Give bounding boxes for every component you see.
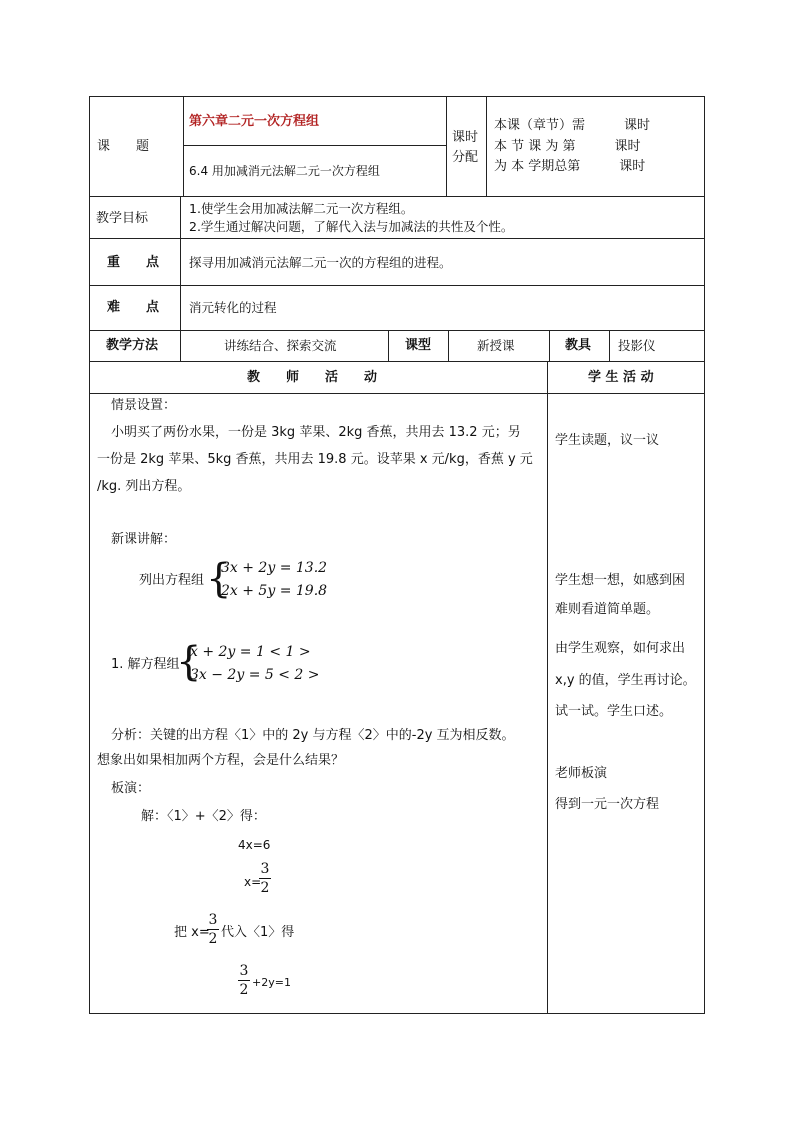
table-rule [183, 145, 446, 146]
fraction-numerator: 3 [208, 912, 218, 928]
fraction-numerator: 3 [260, 861, 270, 877]
table-border-left [89, 96, 90, 1014]
student-activity-text: 难则看道简单题。 [555, 602, 660, 617]
new-lesson-label: 新课讲解： [111, 532, 177, 547]
fraction-numerator: 3 [239, 963, 249, 979]
table-rule [547, 361, 548, 1013]
topic-label: 课 题 [97, 139, 150, 154]
fraction-bar [238, 980, 250, 981]
table-rule [486, 96, 487, 196]
table-rule [448, 330, 449, 361]
table-rule [549, 330, 550, 361]
student-activity-text: 学生读题，议一议 [555, 433, 660, 448]
scene-label: 情景设置： [111, 398, 177, 413]
student-activity-text: x,y 的值，学生再讨论。 [555, 673, 696, 688]
key-point-text: 探寻用加减消元法解二元一次的方程组的进程。 [189, 255, 452, 270]
goal-item: 1.使学生会用加减法解二元一次方程组。 [189, 201, 414, 216]
solution-step-x: x= [244, 875, 262, 889]
student-activity-text: 得到一元一次方程 [555, 797, 660, 812]
hours-line-3: 为 本 学期总第 课时 [494, 159, 646, 174]
table-rule [388, 330, 389, 361]
table-rule [183, 96, 184, 196]
fraction-bar [207, 929, 219, 930]
hours-line-2: 本 节 课 为 第 课时 [494, 139, 641, 154]
class-hours-label: 课时 分配 [452, 130, 479, 165]
solution-intro: 解：〈1〉+〈2〉得： [141, 809, 266, 824]
teacher-activity-header: 教 师 活 动 [247, 370, 378, 385]
board-label: 板演： [111, 781, 151, 796]
fraction [207, 912, 219, 947]
equation-brace: { [176, 639, 202, 685]
teaching-tools-text: 投影仪 [618, 338, 656, 353]
hours-line-1: 本课（章节）需 课时 [494, 118, 651, 133]
solution-step: 4x=6 [238, 838, 271, 852]
chapter-title: 第六章二元一次方程组 [189, 114, 320, 129]
equation: x + 2y = 1 < 1 > [190, 644, 311, 660]
difficulty-text: 消元转化的过程 [189, 300, 277, 315]
lesson-type-text: 新授课 [477, 338, 515, 353]
scene-text-line: 一份是 2kg 苹果、5kg 香蕉，共用去 19.8 元。设苹果 x 元/kg，香蕉 y 元 [97, 452, 533, 467]
table-rule [89, 238, 705, 239]
student-activity-text: 老师板演 [555, 766, 608, 781]
fraction-denominator: 2 [260, 880, 270, 896]
list-equations-label: 列出方程组 [139, 573, 205, 588]
equation-brace: { [206, 556, 232, 602]
analysis-line: 想象出如果相加两个方程，会是什么结果？ [97, 753, 345, 768]
key-point-label: 重 点 [107, 255, 160, 270]
scene-text-line: 小明买了两份水果，一份是 3kg 苹果、2kg 香蕉，共用去 13.2 元；另 [111, 425, 521, 440]
lesson-type-label: 课型 [405, 338, 432, 353]
analysis-line: 分析：关键的出方程〈1〉中的 2y 与方程〈2〉中的-2y 互为相反数。 [111, 728, 515, 743]
student-activity-text: 学生想一想，如感到困 [555, 573, 686, 588]
student-activity-text: 由学生观察，如何求出 [555, 641, 686, 656]
table-border-top [89, 96, 705, 97]
equation: 3x − 2y = 5 < 2 > [190, 667, 320, 683]
fraction [238, 963, 250, 998]
table-rule [89, 361, 705, 362]
student-activity-header: 学 生 活 动 [588, 370, 654, 385]
method-text: 讲练结合、探索交流 [224, 338, 337, 353]
table-rule [89, 330, 705, 331]
difficulty-label: 难 点 [107, 300, 160, 315]
substitute-prefix: 把 x= [174, 925, 210, 940]
final-equation-suffix: +2y=1 [252, 976, 291, 989]
solve-system-label: 1. 解方程组 [111, 657, 180, 672]
goal-item: 2.学生通过解决问题，了解代入法与加减法的共性及个性。 [189, 219, 514, 234]
fraction-denominator: 2 [239, 982, 249, 998]
fraction [259, 861, 271, 896]
table-border-right [704, 96, 705, 1014]
table-rule [609, 330, 610, 361]
table-border-bottom [89, 1013, 705, 1014]
substitute-suffix: 代入〈1〉得 [221, 925, 295, 940]
goal-label: 教学目标 [96, 211, 149, 226]
table-rule [446, 96, 447, 196]
table-rule [89, 196, 705, 197]
method-label: 教学方法 [106, 338, 159, 353]
lesson-title: 6.4 用加减消元法解二元一次方程组 [189, 164, 380, 178]
fraction-denominator: 2 [208, 931, 218, 947]
table-rule [89, 285, 705, 286]
fraction-bar [259, 878, 271, 879]
equation: 3x + 2y = 13.2 [221, 560, 328, 576]
teaching-tools-label: 教具 [565, 338, 592, 353]
equation: 2x + 5y = 19.8 [221, 583, 328, 599]
table-rule [180, 196, 181, 361]
scene-text-line: /kg. 列出方程。 [97, 479, 191, 494]
student-activity-text: 试一试。学生口述。 [555, 704, 673, 719]
table-rule [89, 393, 705, 394]
